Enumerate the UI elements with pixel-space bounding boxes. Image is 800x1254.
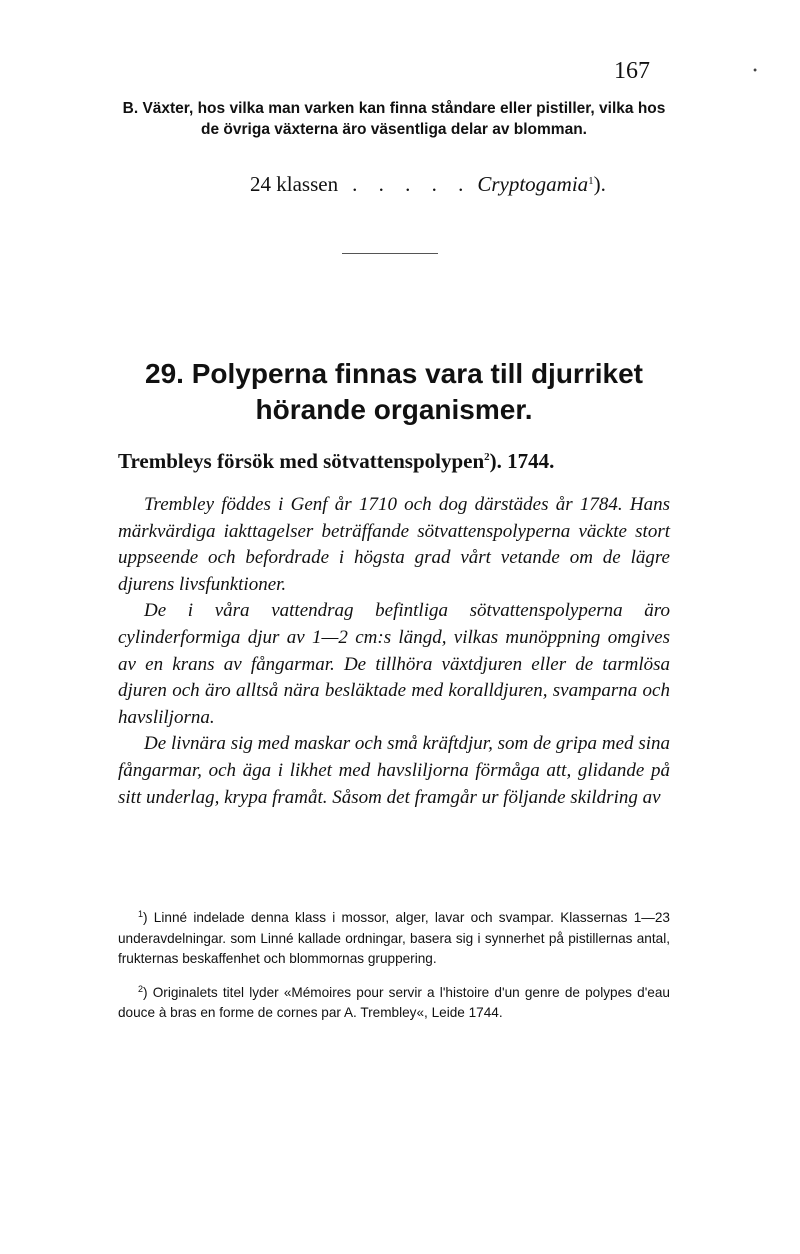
footnote-1 [118, 904, 670, 970]
class-24-name: Cryptogamia [477, 172, 589, 196]
class-24-dots: . . . . . [352, 172, 472, 196]
chapter-title [118, 356, 670, 428]
subheading [118, 449, 670, 474]
footnote-marker: 1 [138, 909, 144, 919]
subheading-text: Trembleys försök med sötvattenspolypen [118, 449, 485, 473]
paragraph: Trembley föddes i Genf år 1710 och dog därstädes år 1784. Hans märkvärdiga iakttagelser beträffande sötvattenspolyperna väckte stort uppseende och befordrade i högsta grad vårt vetande om de lägre djurens livsfunktioner. [118, 494, 670, 595]
section-b-label: B. [122, 100, 139, 117]
subheading-suffix: ). 1744. [489, 449, 555, 473]
page-number: 167 [614, 58, 650, 84]
section-divider [342, 253, 438, 254]
footnote-ref-2: 2 [484, 451, 490, 463]
section-b-heading [118, 98, 670, 140]
body-text [118, 492, 670, 811]
section-b-text: Växter, hos vilka man varken kan finna ståndare eller pistiller, vilka hos de övriga växterna äro väsentliga delar av blomman. [142, 100, 666, 138]
chapter-number: 29. [145, 358, 184, 389]
class-24-suffix: ). [593, 172, 606, 196]
footnote-text: ) Linné indelade denna klass i mossor, alger, lavar och svampar. Klassernas 1—23 underavdelningar. som Linné kallade ordningar, basera sig i synnerhet på pistillernas antal, frukternas beskaffenhet och blommornas gruppering. [118, 910, 670, 966]
footnote-text: ) Originalets titel lyder «Mémoires pour servir a l'histoire d'un genre de polypes d'eau douce à bras en forme de cornes par A. Trembley«, Leide 1744. [118, 984, 670, 1020]
footnote-ref-1: 1 [588, 175, 594, 187]
class-24-line [250, 172, 670, 197]
chapter-title-text: Polyperna finnas vara till djurriket hörande organismer. [191, 358, 643, 425]
footnote-marker: 2 [138, 983, 144, 994]
paragraph: De livnära sig med maskar och små kräftdjur, som de gripa med sina fångarmar, och äga i likhet med havsliljorna förmåga att, glidande på sitt underlag, krypa framåt. Såsom det framgår ur följande skildring av [118, 733, 670, 808]
paragraph: De i våra vattendrag befintliga sötvattenspolyperna äro cylinderformiga djur av 1—2 cm:s längd, vilkas munöppning omgives av en krans av fångarmar. De tillhöra växtdjuren eller de tarmlösa djuren och äro alltså nära besläktade med koralldjuren, svamparna och havsliljorna. [118, 600, 670, 728]
footnote-2 [118, 979, 670, 1024]
footnotes [118, 904, 670, 1033]
stray-mark: • [752, 66, 758, 77]
class-24-label: 24 klassen [250, 172, 339, 196]
